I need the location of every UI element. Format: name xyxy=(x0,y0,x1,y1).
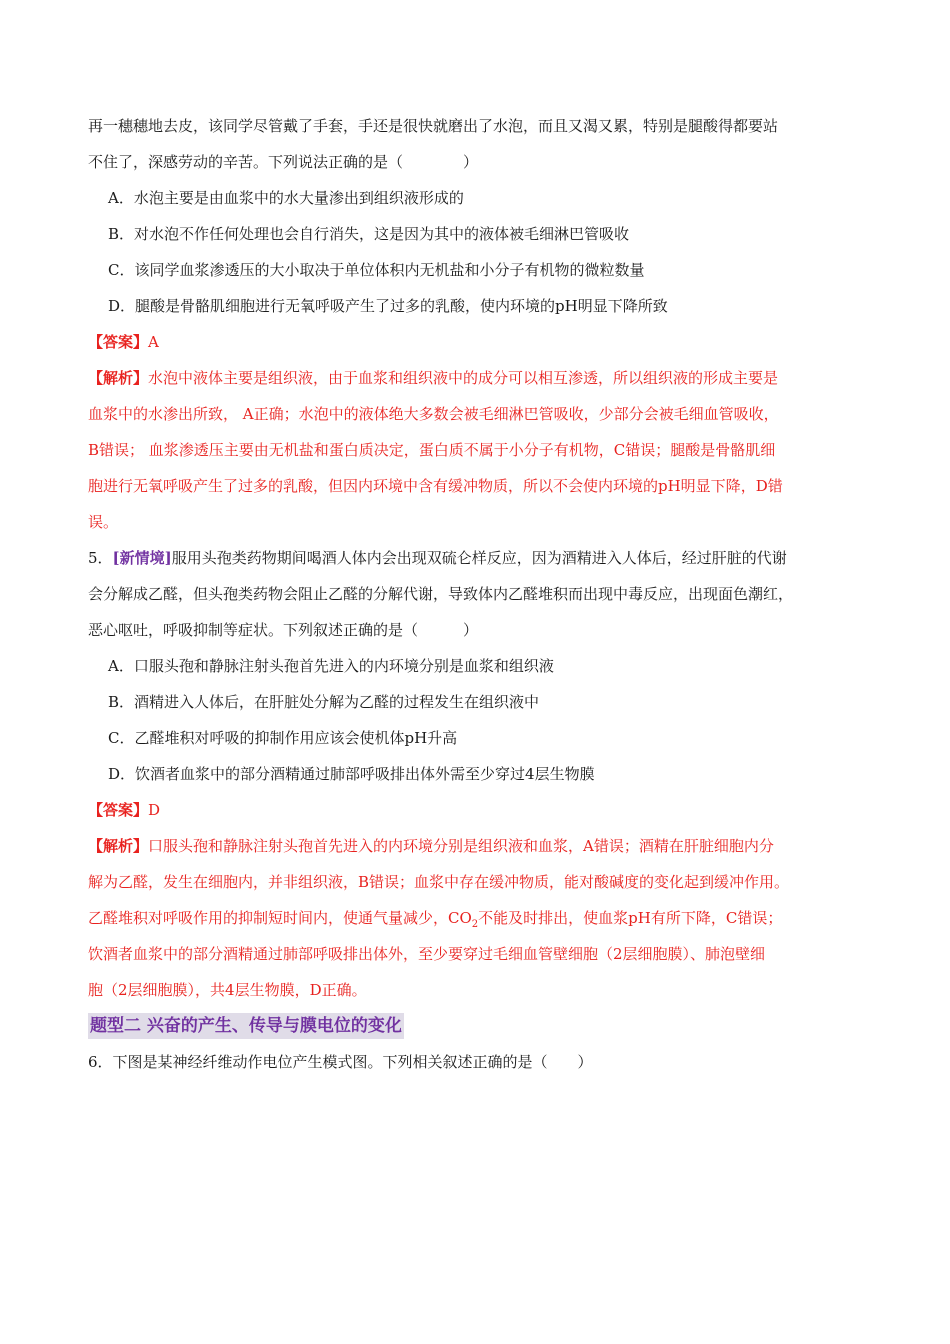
document-page xyxy=(88,108,868,1080)
q5-analysis-line-5: 胞（2层细胞膜），共4层生物膜，D正确。 xyxy=(88,981,367,999)
q5-option-b: B．酒精进入人体后，在肝脏处分解为乙醛的过程发生在组织液中 xyxy=(108,693,540,711)
analysis-text-b: 不能及时排出，使血浆pH有所下降，C错误； xyxy=(478,909,783,927)
q4-answer xyxy=(88,324,868,360)
q5-analysis-line-3 xyxy=(88,900,868,936)
q5-answer xyxy=(88,792,868,828)
new-situation-tag: [新情境] xyxy=(112,549,172,567)
q4-stem-line-1: 再一穗穗地去皮，该同学尽管戴了手套，手还是很快就磨出了水泡，而且又渴又累，特别是腿酸得都要站 xyxy=(88,117,779,135)
q5-option-c: C．乙醛堆积对呼吸的抑制作用应该会使机体pH升高 xyxy=(108,729,458,747)
section-heading: 题型二 兴奋的产生、传导与膜电位的变化 xyxy=(88,1013,404,1039)
q4-option-a: A．水泡主要是由血浆中的水大量渗出到组织液形成的 xyxy=(108,189,464,207)
analysis-text-a: 乙醛堆积对呼吸作用的抑制短时间内，使通气量减少，CO xyxy=(88,909,472,927)
q5-analysis-line-4: 饮酒者血浆中的部分酒精通过肺部呼吸排出体外，至少要穿过毛细血管壁细胞（2层细胞膜）、肺泡壁细 xyxy=(88,945,766,963)
q5-option-d: D．饮酒者血浆中的部分酒精通过肺部呼吸排出体外需至少穿过4层生物膜 xyxy=(108,765,595,783)
analysis-text: 水泡中液体主要是组织液，由于血浆和组织液中的成分可以相互渗透，所以组织液的形成主要是 xyxy=(148,369,779,387)
co2-subscript: 2 xyxy=(471,919,479,930)
q4-option-b: B．对水泡不作任何处理也会自行消失，这是因为其中的液体被毛细淋巴管吸收 xyxy=(108,225,630,243)
q5-analysis-line-2: 解为乙醛，发生在细胞内，并非组织液，B错误；血浆中存在缓冲物质，能对酸碱度的变化起到缓冲作用。 xyxy=(88,873,790,891)
answer-tag: 【答案】 xyxy=(88,801,149,819)
q5-option-a: A．口服头孢和静脉注射头孢首先进入的内环境分别是血浆和组织液 xyxy=(108,657,554,675)
q5-stem-line-3: 恶心呕吐，呼吸抑制等症状。下列叙述正确的是（ ） xyxy=(88,621,479,639)
q5-stem-line-1 xyxy=(88,540,868,576)
q4-option-d: D．腿酸是骨骼肌细胞进行无氧呼吸产生了过多的乳酸，使内环境的pH明显下降所致 xyxy=(108,297,668,315)
q5-stem-text: 服用头孢类药物期间喝酒人体内会出现双硫仑样反应，因为酒精进入人体后，经过肝脏的代谢 xyxy=(171,549,787,567)
q4-analysis-line-5: 误。 xyxy=(88,513,119,531)
q4-analysis-line-3: B错误； 血浆渗透压主要由无机盐和蛋白质决定，蛋白质不属于小分子有机物，C错误；腿酸是骨骼肌细 xyxy=(88,441,776,459)
q4-analysis-line-1 xyxy=(88,360,868,396)
q5-stem-line-2: 会分解成乙醛，但头孢类药物会阻止乙醛的分解代谢，导致体内乙醛堆积而出现中毒反应，出现面色潮红， xyxy=(88,585,794,603)
answer-tag: 【答案】 xyxy=(88,333,149,351)
q4-stem-line-2: 不住了，深感劳动的辛苦。下列说法正确的是（ ） xyxy=(88,153,479,171)
section-heading-row xyxy=(88,1008,868,1044)
analysis-tag: 【解析】 xyxy=(88,369,149,387)
q5-number: 5． xyxy=(88,549,113,567)
q4-option-c: C．该同学血浆渗透压的大小取决于单位体积内无机盐和小分子有机物的微粒数量 xyxy=(108,261,645,279)
answer-value: A xyxy=(148,333,159,351)
q4-analysis-line-2: 血浆中的水渗出所致， A正确；水泡中的液体绝大多数会被毛细淋巴管吸收，少部分会被毛细血管吸收， xyxy=(88,405,779,423)
analysis-tag: 【解析】 xyxy=(88,837,149,855)
q5-analysis-line-1 xyxy=(88,828,868,864)
analysis-text: 口服头孢和静脉注射头孢首先进入的内环境分别是组织液和血浆，A错误；酒精在肝脏细胞内分 xyxy=(148,837,774,855)
q4-analysis-line-4: 胞进行无氧呼吸产生了过多的乳酸，但因内环境中含有缓冲物质，所以不会使内环境的pH明显下降，D错 xyxy=(88,477,783,495)
q6-stem: 6．下图是某神经纤维动作电位产生模式图。下列相关叙述正确的是（ ） xyxy=(88,1053,593,1071)
answer-value: D xyxy=(148,801,161,819)
